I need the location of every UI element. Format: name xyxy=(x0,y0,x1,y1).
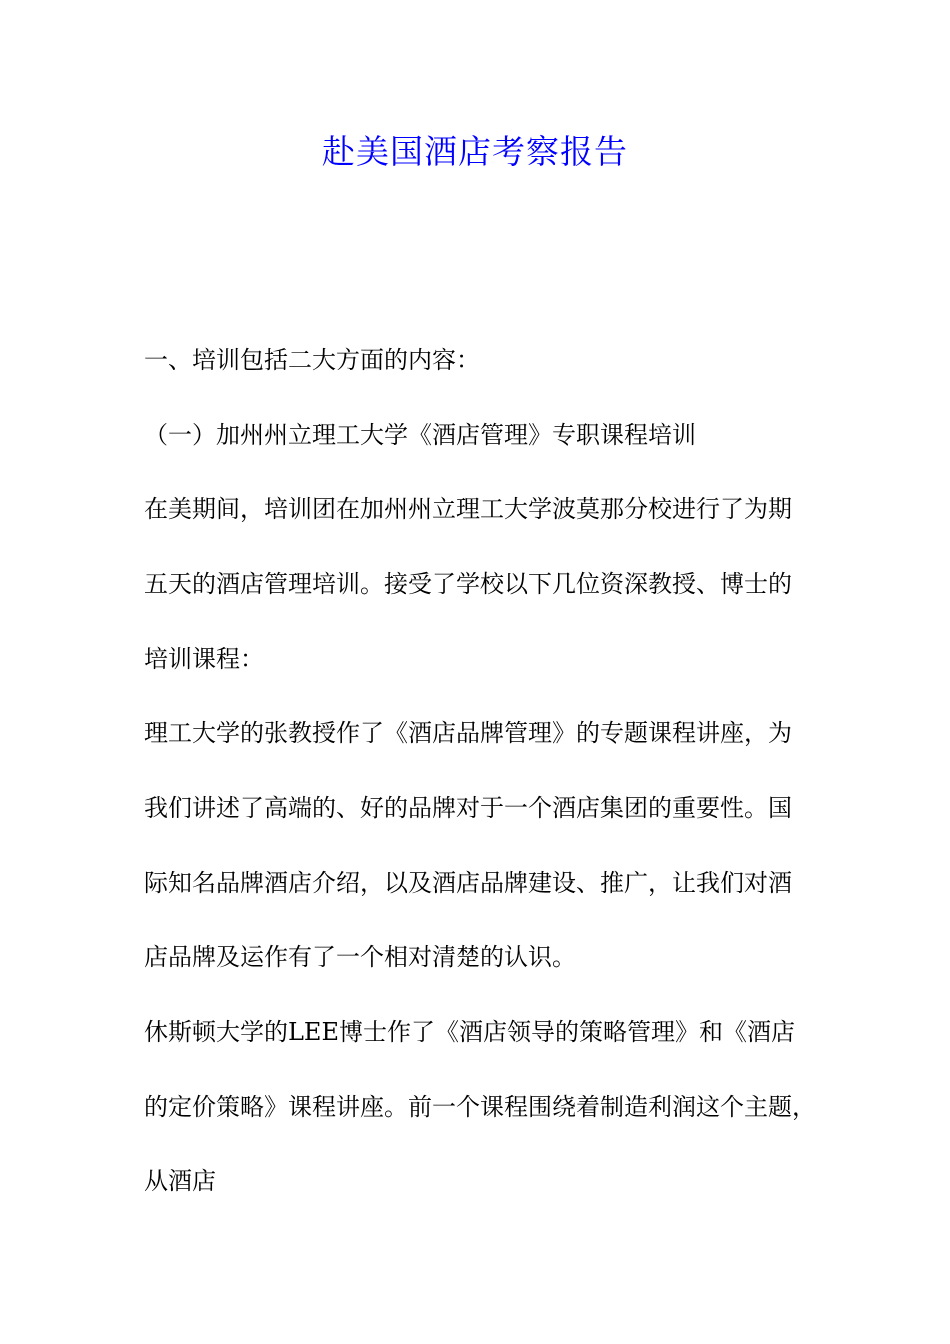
document-title: 赴美国酒店考察报告 xyxy=(322,132,628,171)
paragraph-line: 理工大学的张教授作了《酒店品牌管理》的专题课程讲座，为 xyxy=(144,719,792,747)
subsection-heading: （一）加州州立理工大学《酒店管理》专职课程培训 xyxy=(144,421,696,449)
paragraph-line: 培训课程： xyxy=(144,645,264,673)
paragraph-line: 店品牌及运作有了一个相对清楚的认识。 xyxy=(144,943,576,971)
paragraph-line: 我们讲述了高端的、好的品牌对于一个酒店集团的重要性。国 xyxy=(144,794,792,822)
paragraph-line: 从酒店 xyxy=(144,1167,216,1195)
paragraph-line: 休斯顿大学的LEE博士作了《酒店领导的策略管理》和《酒店 xyxy=(144,1018,795,1046)
paragraph-line: 五天的酒店管理培训。接受了学校以下几位资深教授、博士的 xyxy=(144,570,792,598)
paragraph-line: 的定价策略》课程讲座。前一个课程围绕着制造利润这个主题， xyxy=(144,1093,816,1121)
paragraph-line: 际知名品牌酒店介绍，以及酒店品牌建设、推广，让我们对酒 xyxy=(144,869,792,897)
section-heading: 一、培训包括二大方面的内容： xyxy=(144,346,480,374)
paragraph-line: 在美期间，培训团在加州州立理工大学波莫那分校进行了为期 xyxy=(144,495,792,523)
